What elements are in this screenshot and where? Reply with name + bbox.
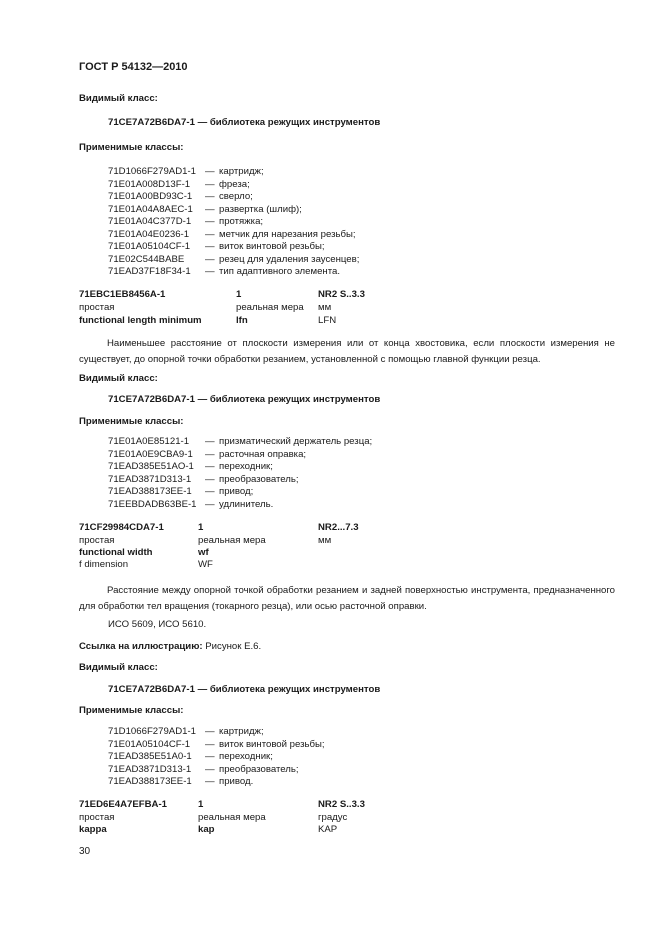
list-item: 71EAD385E51AO-1 — переходник; [108, 461, 273, 473]
visible-class-value: 71CE7A72B6DA7-1 — библиотека режущих инструментов [108, 684, 381, 695]
list-item: 71E01A04C377D-1 — протяжка; [108, 216, 264, 228]
applicable-classes-list [108, 436, 372, 511]
property-short-name: LFN [318, 315, 337, 326]
list-item: 71EEBDADB63BE-1 — удлинитель. [108, 498, 274, 510]
property-version: 1 [198, 522, 204, 533]
list-item: 71EAD3871D313-1 — преобразователь; [108, 763, 299, 775]
list-item: 71EAD3871D313-1 — преобразователь; [108, 473, 299, 485]
property-format: NR2 S..3.3 [318, 289, 365, 300]
visible-class-label: Видимый класс: [79, 373, 158, 384]
list-item: 71E01A05104CF-1 — виток винтовой резьбы; [108, 738, 325, 750]
property-data-type: реальная мера [236, 302, 304, 313]
applicable-classes-label: Применимые классы: [79, 416, 184, 427]
property-unit: мм [318, 535, 332, 546]
page-number: 30 [79, 846, 91, 857]
list-item: 71EAD37F18F34-1 — тип адаптивного элемента. [108, 266, 340, 278]
property-version: 1 [198, 799, 204, 810]
property-name: functional length minimum [79, 315, 202, 326]
list-item: 71E02C544BABE — резец для удаления заусенцев; [108, 253, 360, 265]
list-item: 71D1066F279AD1-1 — картридж; [108, 166, 264, 178]
property-reference: ИСО 5609, ИСО 5610. [108, 619, 207, 630]
property-data-type: реальная мера [198, 535, 266, 546]
property-code: 71CF29984CDA7-1 [79, 522, 164, 533]
property-description: Расстояние между опорной точкой обработки резанием и задней поверхностью инструмента, предназначенного для обработки тел вращения (токарного резца), или осью расточной оправки. [79, 585, 615, 612]
list-item: 71EAD385E51A0-1 — переходник; [108, 751, 273, 763]
property-format: NR2 S..3.3 [318, 799, 365, 810]
property-version: 1 [236, 289, 242, 300]
property-code: 71EBC1EB8456A-1 [79, 289, 166, 300]
property-type: простая [79, 812, 115, 823]
property-format: NR2...7.3 [318, 522, 359, 533]
property-short-name: WF [198, 559, 213, 570]
property-type: простая [79, 535, 115, 546]
property-unit: градус [318, 812, 348, 823]
document-title: ГОСТ Р 54132—2010 [79, 61, 188, 73]
applicable-classes-label: Применимые классы: [79, 705, 184, 716]
property-short-name: KAP [318, 824, 338, 835]
property-symbol: lfn [236, 315, 248, 326]
list-item: 71E01A0E9CBA9-1 — расточная оправка; [108, 448, 307, 460]
visible-class-value: 71CE7A72B6DA7-1 — библиотека режущих инструментов [108, 117, 381, 128]
list-item: 71E01A008D13F-1 — фреза; [108, 178, 250, 190]
list-item: 71E01A0E85121-1 — призматический держатель резца; [108, 436, 373, 448]
visible-class-label: Видимый класс: [79, 662, 158, 673]
list-item: 71D1066F279AD1-1 — картридж; [108, 726, 264, 738]
list-item: 71EAD388173EE-1 — привод. [108, 776, 254, 788]
property-name: kappa [79, 824, 107, 835]
property-name: functional width [79, 547, 153, 558]
property-description: Наименьшее расстояние от плоскости измерения или от конца хвостовика, если плоскости измерения не существует, до опорной точки обработки резанием, установленной с помощью главной функции резца. [79, 338, 615, 365]
applicable-classes-list [108, 726, 325, 789]
list-item: 71E01A04A8AEC-1 — развертка (шлиф); [108, 203, 302, 215]
list-item: 71E01A00BD93C-1 — сверло; [108, 191, 253, 203]
list-item: 71E01A04E0236-1 — метчик для нарезания резьбы; [108, 228, 356, 240]
applicable-classes-list [108, 166, 359, 279]
property-unit: мм [318, 302, 332, 313]
property-symbol: wf [198, 547, 209, 558]
visible-class-value: 71CE7A72B6DA7-1 — библиотека режущих инструментов [108, 394, 381, 405]
property-type: простая [79, 302, 115, 313]
property-data-type: реальная мера [198, 812, 266, 823]
list-item: 71E01A05104CF-1 — виток винтовой резьбы; [108, 241, 325, 253]
property-alt-name: f dimension [79, 559, 129, 570]
visible-class-label: Видимый класс: [79, 93, 158, 104]
applicable-classes-label: Применимые классы: [79, 142, 184, 153]
list-item: 71EAD388173EE-1 — привод; [108, 486, 254, 498]
illustration-reference: Ссылка на иллюстрацию: Рисунок Е.6. [79, 641, 262, 652]
property-symbol: kap [198, 824, 215, 835]
property-code: 71ED6E4A7EFBA-1 [79, 799, 167, 810]
